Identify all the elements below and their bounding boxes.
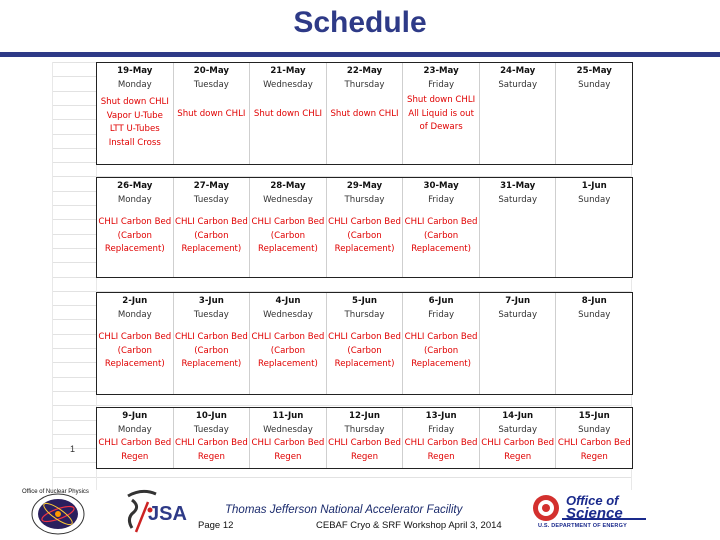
day-event-line: CHLI Carbon Bed <box>174 438 248 448</box>
day-cell <box>250 63 327 164</box>
day-event-line: Shut down CHLI <box>100 97 169 107</box>
day-cell <box>97 408 174 468</box>
ofs-line2: Science <box>566 505 623 522</box>
day-date: 29-May <box>346 181 383 191</box>
day-event-line: (Carbon <box>347 230 382 241</box>
day-weekday: Wednesday <box>263 79 313 90</box>
day-cell <box>250 408 327 468</box>
day-cell <box>556 408 632 468</box>
day-event-line: (Carbon <box>194 345 229 356</box>
day-date: 31-May <box>500 181 536 191</box>
day-date: 4-Jun <box>275 296 301 306</box>
day-date: 8-Jun <box>581 296 607 306</box>
day-cell <box>250 178 327 277</box>
day-cell <box>403 178 480 277</box>
day-cell <box>480 408 557 468</box>
day-date: 19-May <box>117 66 153 76</box>
day-weekday: Friday <box>428 79 455 90</box>
day-date: 7-Jun <box>505 296 531 306</box>
day-event-line: Shut down CHLI <box>407 95 476 105</box>
day-event-line: CHLI Carbon Bed <box>557 438 631 448</box>
day-weekday: Thursday <box>344 424 385 435</box>
day-weekday: Sunday <box>578 194 611 205</box>
day-weekday: Friday <box>428 194 455 205</box>
day-date: 9-Jun <box>122 411 148 421</box>
day-event-line: Replacement) <box>181 244 242 254</box>
day-event-line: of Dewars <box>419 122 463 132</box>
day-date: 27-May <box>193 181 229 191</box>
day-event-line: CHLI Carbon Bed <box>251 217 325 227</box>
day-cell <box>174 63 251 164</box>
nuclear-physics-logo <box>18 484 104 536</box>
week-block <box>96 62 633 165</box>
day-event-line: Replacement) <box>104 359 165 369</box>
day-event-line: Install Cross <box>108 137 161 148</box>
week-block <box>96 177 633 278</box>
day-event-line: Shut down CHLI <box>330 109 399 119</box>
spreadsheet-area <box>52 62 632 490</box>
day-weekday: Saturday <box>498 194 538 205</box>
day-event-line: CHLI Carbon Bed <box>98 438 172 448</box>
day-event-line: Replacement) <box>411 359 472 369</box>
day-date: 13-Jun <box>425 411 457 421</box>
day-date: 30-May <box>423 181 459 191</box>
day-event-line: Replacement) <box>334 359 395 369</box>
day-event-line: Regen <box>350 451 379 462</box>
day-cell <box>97 293 174 394</box>
day-event-line: CHLI Carbon Bed <box>404 217 478 227</box>
day-event-line: CHLI Carbon Bed <box>481 438 555 448</box>
day-weekday: Saturday <box>498 424 538 435</box>
nuclear-logo-text: Office of Nuclear Physics <box>22 489 89 495</box>
day-event-line: CHLI Carbon Bed <box>251 438 325 448</box>
day-event-line: Regen <box>580 451 608 462</box>
sheet-gridline <box>52 477 632 478</box>
day-event-line: CHLI Carbon Bed <box>174 332 248 342</box>
day-weekday: Wednesday <box>263 194 313 205</box>
day-weekday: Tuesday <box>193 424 229 435</box>
day-event-line: CHLI Carbon Bed <box>98 332 172 342</box>
day-cell <box>97 63 174 164</box>
day-event-line: Regen <box>121 451 149 462</box>
day-date: 26-May <box>117 181 153 191</box>
day-date: 21-May <box>270 66 306 76</box>
day-date: 25-May <box>576 66 612 76</box>
day-event-line: (Carbon <box>347 345 382 356</box>
day-weekday: Saturday <box>498 309 538 320</box>
day-date: 3-Jun <box>198 296 224 306</box>
day-weekday: Sunday <box>578 309 611 320</box>
day-date: 20-May <box>193 66 229 76</box>
day-event-line: (Carbon <box>423 230 459 241</box>
day-cell <box>174 408 251 468</box>
slide-title: Schedule <box>293 6 427 39</box>
day-event-line: LTT U-Tubes <box>109 124 160 134</box>
day-cell <box>327 293 404 394</box>
day-event-line: Replacement) <box>411 244 472 254</box>
day-weekday: Sunday <box>578 424 611 435</box>
day-event-line: Replacement) <box>181 359 242 369</box>
title-rule <box>0 52 720 57</box>
day-cell <box>327 63 404 164</box>
day-event-line: Replacement) <box>334 244 395 254</box>
day-event-line: Vapor U-Tube <box>106 110 163 121</box>
day-date: 5-Jun <box>352 296 378 306</box>
day-cell <box>403 63 480 164</box>
day-event-line: Regen <box>427 451 455 462</box>
day-date: 2-Jun <box>122 296 148 306</box>
day-event-line: Regen <box>504 451 532 462</box>
sheet-column-line <box>52 62 53 490</box>
day-cell <box>327 408 404 468</box>
day-cell <box>556 63 632 164</box>
day-event-line: CHLI Carbon Bed <box>174 217 248 227</box>
day-cell <box>480 63 557 164</box>
ofs-line1: Office of <box>566 493 619 508</box>
day-weekday: Saturday <box>498 79 538 90</box>
day-event-line: CHLI Carbon Bed <box>328 438 401 448</box>
day-event-line: (Carbon <box>270 345 306 356</box>
day-event-line: (Carbon <box>194 230 229 241</box>
day-cell <box>403 408 480 468</box>
day-event-line: Regen <box>197 451 225 462</box>
day-event-line: CHLI Carbon Bed <box>328 332 401 342</box>
day-weekday: Friday <box>428 424 455 435</box>
day-weekday: Wednesday <box>263 309 313 320</box>
day-event-line: (Carbon <box>270 230 306 241</box>
row-marker: 1 <box>70 444 76 454</box>
day-event-line: Replacement) <box>104 244 165 254</box>
sheet-gridline <box>52 405 632 406</box>
day-cell <box>174 293 251 394</box>
week-block <box>96 292 633 395</box>
day-weekday: Monday <box>117 309 152 320</box>
day-date: 6-Jun <box>428 296 454 306</box>
day-event-line: Replacement) <box>258 359 318 369</box>
day-weekday: Tuesday <box>193 79 229 90</box>
day-weekday: Wednesday <box>263 424 313 435</box>
day-date: 14-Jun <box>502 411 534 421</box>
day-weekday: Tuesday <box>193 309 229 320</box>
day-date: 12-Jun <box>349 411 380 421</box>
day-cell <box>480 178 557 277</box>
day-event-line: CHLI Carbon Bed <box>251 332 325 342</box>
day-cell <box>250 293 327 394</box>
day-cell <box>556 178 632 277</box>
day-weekday: Thursday <box>344 309 385 320</box>
day-date: 22-May <box>346 66 383 76</box>
day-weekday: Monday <box>117 79 152 90</box>
day-date: 28-May <box>270 181 306 191</box>
day-event-line: CHLI Carbon Bed <box>404 438 478 448</box>
day-event-line: CHLI Carbon Bed <box>404 332 478 342</box>
day-date: 24-May <box>500 66 536 76</box>
day-weekday: Monday <box>117 424 152 435</box>
day-date: 15-Jun <box>578 411 610 421</box>
day-cell <box>480 293 557 394</box>
day-event-line: (Carbon <box>117 345 152 356</box>
day-weekday: Tuesday <box>193 194 229 205</box>
day-event-line: Regen <box>274 451 302 462</box>
day-weekday: Thursday <box>344 194 385 205</box>
day-weekday: Monday <box>117 194 152 205</box>
day-event-line: All Liquid is out <box>408 108 474 119</box>
day-date: 23-May <box>423 66 459 76</box>
day-cell <box>327 178 404 277</box>
office-of-science-logo-text <box>566 494 623 520</box>
footer-facility: Thomas Jefferson National Accelerator Facility <box>225 504 463 516</box>
footer-workshop: CEBAF Cryo & SRF Workshop April 3, 2014 <box>316 520 502 531</box>
day-event-line: CHLI Carbon Bed <box>98 217 172 227</box>
day-date: 1-Jun <box>581 181 607 191</box>
day-event-line: Shut down CHLI <box>253 109 323 119</box>
jsa-logo-text: JSA <box>148 503 187 525</box>
day-cell <box>556 293 632 394</box>
day-weekday: Thursday <box>344 79 385 90</box>
day-date: 11-Jun <box>272 411 304 421</box>
footer-page-number: Page 12 <box>198 520 234 531</box>
day-date: 10-Jun <box>195 411 227 421</box>
day-event-line: CHLI Carbon Bed <box>328 217 401 227</box>
day-weekday: Sunday <box>578 79 611 90</box>
day-event-line: (Carbon <box>117 230 152 241</box>
jsa-logo <box>122 488 194 536</box>
doe-subtitle: U.S. DEPARTMENT OF ENERGY <box>538 523 627 529</box>
day-event-line: Replacement) <box>258 244 318 254</box>
week-block <box>96 407 633 469</box>
day-cell <box>97 178 174 277</box>
day-cell <box>174 178 251 277</box>
day-cell <box>403 293 480 394</box>
day-weekday: Friday <box>428 309 455 320</box>
day-event-line: Shut down CHLI <box>177 109 246 119</box>
day-event-line: (Carbon <box>423 345 459 356</box>
